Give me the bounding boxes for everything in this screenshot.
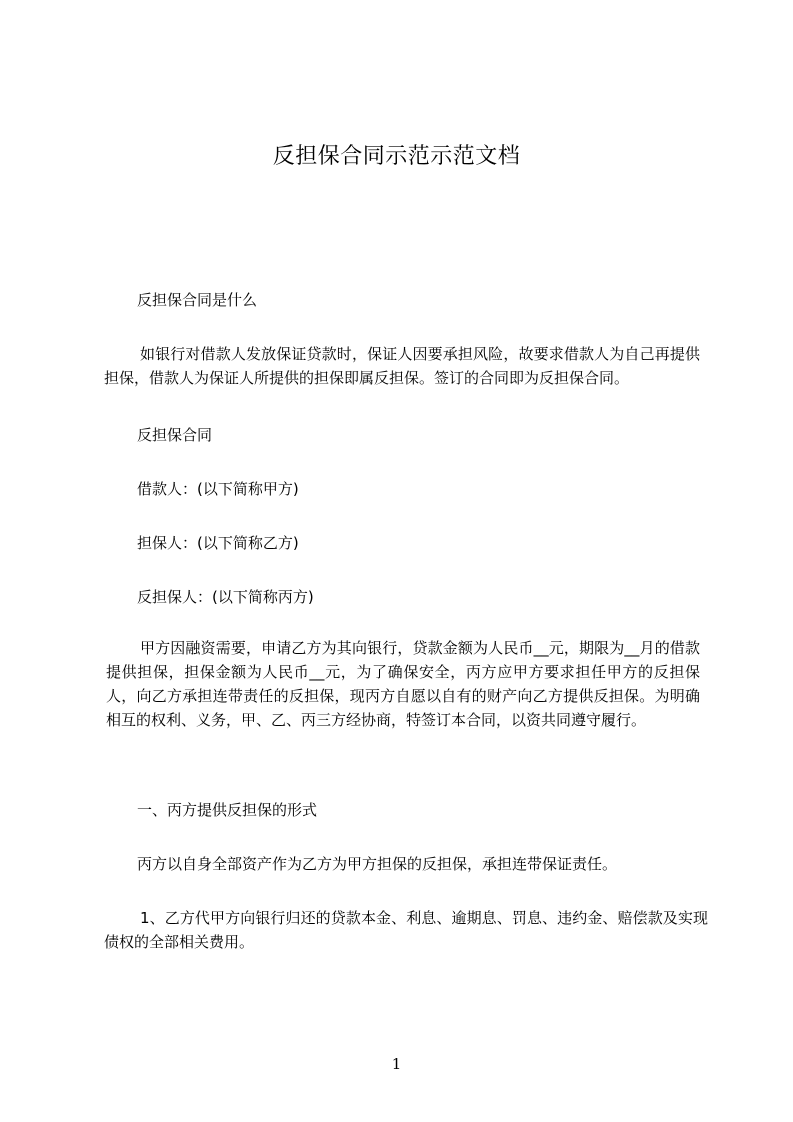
paragraph-definition: 如银行对借款人发放保证贷款时，保证人因要承担风险，故要求借款人为自己再提供担保，借款人为保证人所提供的担保即属反担保。签订的合同即为反担保合同。 [104, 345, 700, 387]
party-counter-guarantor: 反担保人：(以下简称丙方) [137, 588, 314, 606]
paragraph-item-1: 1、乙方代甲方向银行归还的贷款本金、利息、逾期息、罚息、违约金、赔偿款及实现债权的全部相关费用。 [104, 909, 708, 951]
document-title: 反担保合同示范示范文档 [272, 144, 521, 169]
section-heading-what-is: 反担保合同是什么 [137, 291, 258, 309]
paragraph-form-content: 丙方以自身全部资产作为乙方为甲方担保的反担保，承担连带保证责任。 [137, 855, 618, 873]
page-number: 1 [391, 1055, 402, 1073]
paragraph-preamble: 甲方因融资需要，申请乙方为其向银行，贷款金额为人民币__元，期限为__月的借款提供担保，担保金额为人民币__元，为了确保安全，丙方应甲方要求担任甲方的反担保人，向乙方承担连带责任的反担保，现丙方自愿以自有的财产向乙方提供反担保。为明确相互的权利、义务，甲、乙、丙三方经协商，特签订本合同，以资共同遵守履行。 [106, 639, 700, 729]
party-guarantor: 担保人：(以下简称乙方) [137, 534, 299, 552]
contract-heading: 反担保合同 [137, 426, 213, 444]
party-borrower: 借款人：(以下简称甲方) [137, 480, 299, 498]
section-heading-form: 一、丙方提供反担保的形式 [137, 801, 318, 819]
